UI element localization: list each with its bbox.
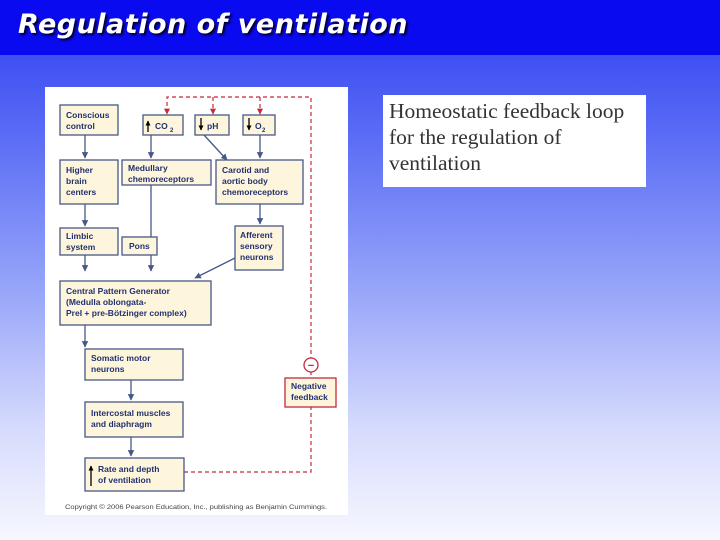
feedback-loop-diagram [45, 87, 348, 515]
medullary-line2: chemoreceptors [128, 174, 195, 184]
box-pons [122, 237, 157, 255]
box-carotid-aortic-chemoreceptors [216, 160, 303, 204]
title-bar [0, 0, 720, 55]
box-central-pattern-generator [60, 281, 211, 325]
box-conscious-control-line1: Conscious [66, 110, 110, 120]
co2-label: CO [155, 121, 168, 131]
afferent-line3: neurons [240, 252, 274, 262]
box-somatic-motor-neurons [85, 349, 183, 380]
caption-box [383, 95, 646, 187]
intercostal-line2: and diaphragm [91, 419, 152, 429]
carotid-line2: aortic body [222, 176, 268, 186]
box-higher-brain-centers [60, 160, 118, 204]
higher-brain-line1: Higher [66, 165, 93, 175]
somatic-line1: Somatic motor [91, 353, 151, 363]
o2-subscript: 2 [262, 128, 266, 134]
higher-brain-line3: centers [66, 187, 97, 197]
cpg-line2: (Medulla oblongata- [66, 297, 147, 307]
medullary-line1: Medullary [128, 163, 168, 173]
box-rate-depth-ventilation [85, 458, 184, 491]
carotid-line1: Carotid and [222, 165, 270, 175]
feedback-loop-figure [45, 87, 348, 515]
negative-feedback-line1: Negative [291, 381, 327, 391]
o2-label: O [255, 121, 262, 131]
box-o2 [243, 115, 275, 135]
box-conscious-control-line2: control [66, 121, 95, 131]
somatic-line2: neurons [91, 364, 125, 374]
box-co2 [143, 115, 183, 135]
box-ph [195, 115, 229, 135]
limbic-line1: Limbic [66, 231, 94, 241]
box-intercostal-muscles-diaphragm [85, 402, 183, 437]
box-limbic-system [60, 228, 118, 255]
cpg-line1: Central Pattern Generator [66, 286, 170, 296]
rate-line2: of ventilation [98, 475, 151, 485]
co2-subscript: 2 [170, 128, 174, 134]
box-conscious-control [60, 105, 118, 135]
cpg-line3: PreI + pre-Bötzinger complex) [66, 308, 187, 318]
ph-label: pH [207, 121, 219, 131]
minus-sign-icon [304, 358, 318, 372]
carotid-line3: chemoreceptors [222, 187, 289, 197]
minus-sign-text: − [307, 360, 315, 372]
afferent-line1: Afferent [240, 230, 273, 240]
negative-feedback-line2: feedback [291, 392, 328, 402]
box-afferent-sensory-neurons [235, 226, 283, 270]
intercostal-line1: Intercostal muscles [91, 408, 171, 418]
afferent-line2: sensory [240, 241, 273, 251]
pons-label: Pons [129, 241, 150, 251]
slide-title: Regulation of ventilation [18, 9, 409, 40]
limbic-line2: system [66, 242, 96, 252]
caption-text: Homeostatic feedback loop for the regulation of ventilation [389, 99, 625, 175]
box-medullary-chemoreceptors [122, 160, 211, 185]
box-negative-feedback [285, 378, 336, 407]
rate-line1: Rate and depth [98, 464, 160, 474]
higher-brain-line2: brain [66, 176, 87, 186]
copyright-text: Copyright © 2006 Pearson Education, Inc., publishing as Benjamin Cummings. [65, 505, 275, 511]
